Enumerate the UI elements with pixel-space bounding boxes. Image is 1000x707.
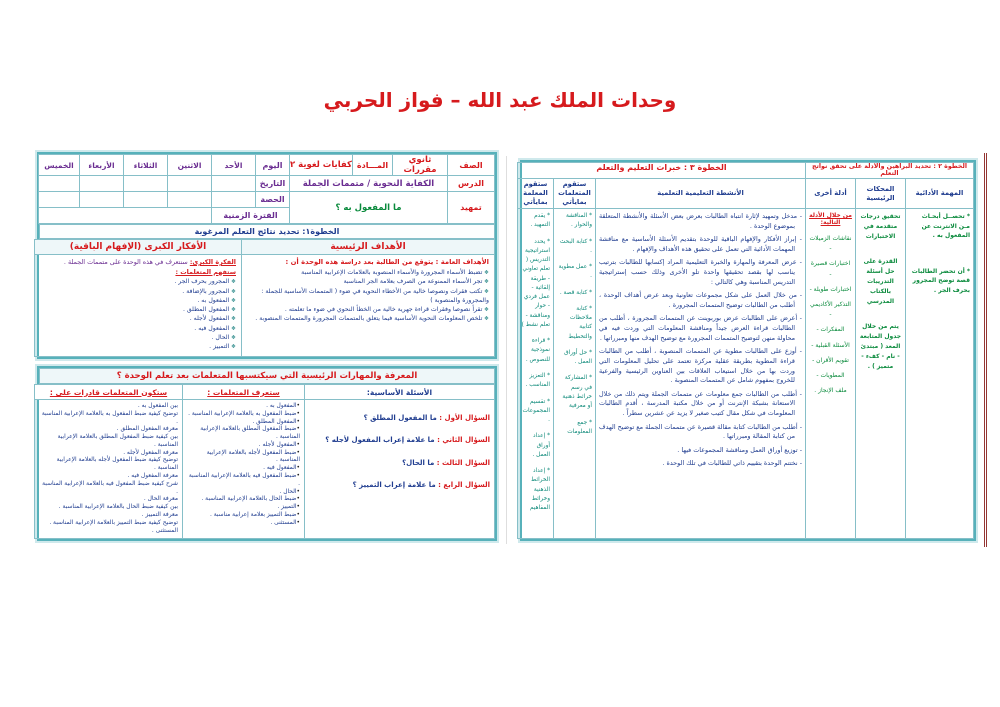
- will-know-header: ستعرف المتعلمات :: [183, 385, 305, 400]
- list-item: ❖ تجر الأسماء الممنوعة من الصرف بعلامة الجر المناسبة: [247, 277, 489, 286]
- list-item: • ضبط الحال بالعلامة الإعرابية المناسبة .: [187, 496, 300, 504]
- performance-task-header: المهمة الأدائية: [906, 179, 974, 209]
- time-period-cell-empty: [39, 208, 212, 224]
- time-period-label: الفترة الزمنية: [212, 208, 290, 224]
- lesson-value: الكفاية النحوية / متممات الجملة: [290, 176, 448, 192]
- list-item: معرفة المفعول المطلق .: [116, 426, 178, 433]
- list-item: * كتابة ملاحظات كتابية والتخطيط: [557, 305, 592, 342]
- list-item: * إعداد أوراق العمل .: [521, 432, 550, 460]
- page-gap-divider: [506, 156, 507, 544]
- list-item: ملف الإنجاز .: [814, 387, 847, 395]
- list-item: * جمع المعلومات: [557, 419, 592, 438]
- list-item: * أن تحضر الطالبات قصة توضح المجرور بحرف الجر .: [909, 267, 970, 296]
- list-item: ❖ المفعول لأجله .: [40, 314, 236, 323]
- list-item: • التمييز .: [187, 504, 300, 512]
- date-cell-empty: [212, 176, 256, 192]
- performance-task-cell: [906, 209, 974, 539]
- list-item: - أطلب من الطالبات كتابة مقالة قصيرة عن متممات الجملة مع توضيح الهدف من كتابة المقالة ومبرراتها .: [599, 423, 802, 442]
- period-cell-empty: [168, 192, 212, 208]
- list-item: - عرض المعرفة والمهارة والخبرة التعليمية المراد إكسابها للطالبات بترتيب يناسب لها بقصد تحقيقها واحدة تلو الأخرى وذلك حسب إستراتيجية التدريس المناسبة وهي كالتالي :: [599, 258, 802, 287]
- steps-table: [517, 162, 974, 539]
- left-page-top-block: [37, 152, 497, 359]
- subject-label: المـــادة: [353, 155, 393, 176]
- list-item: توضيح كيفية ضبط التمييز بالعلامة الإعرابية المناسبة .: [49, 519, 178, 526]
- teacher-do-list: [521, 212, 550, 513]
- list-item: * التعزيز المناسب .: [521, 372, 550, 391]
- step2-title: الخطوة ٢ : تحديد البراهين والأدلة على تحقق نواتج التعلم: [806, 163, 974, 179]
- list-item: - إبراز الأفكار والإفهام الباقية للوحدة بتقديم الأسئلة الأساسية مع مناقشة المهمات الأدائية التي تعمل على تحقيق هذه الأهداف والإفهام .: [599, 235, 802, 254]
- class-label: الصف: [448, 155, 495, 176]
- list-item: اختبارات طويلة -: [809, 285, 852, 293]
- list-item: ❖ المجرور بالإضافة .: [40, 287, 236, 296]
- list-item: ❖ تضبط الأسماء المجرورة والأسماء المنصوبة بالعلامات الإعرابية المناسبة: [247, 268, 489, 277]
- list-item: يتم من خلال جدول المتابعة المعد ( مبتدئ - نام - كفء - متميز ) .: [859, 322, 902, 371]
- learners-do-header: ستقوم المتعلمات بمايأتي: [554, 179, 596, 209]
- list-item: المطويات -: [816, 371, 845, 379]
- day-thursday: الخميس: [39, 155, 80, 176]
- objectives-table: [34, 239, 495, 357]
- list-item: - أوزع على الطالبات مطوية عن المتممات المنصوبة ، أطلب من الطالبات قراءة المطوية بطريقة عقلية مركزة تعتمد على تحليل المعلومات التي وردت بها من خلال استيعاب العلاقات بين العناوين الرئيسية والفرعية للخروج بمفهوم شامل عن المتممات المنصوبة .: [599, 347, 802, 385]
- list-item: المستثنى .: [151, 527, 178, 534]
- list-item: • ضبط المفعول فيه بالعلامة الإعرابية المناسبة .: [187, 473, 300, 489]
- big-idea-text: سنتعرف في هذه الوحدة على متممات الجملة .: [63, 258, 188, 266]
- learners-do-cell: [554, 209, 596, 539]
- other-evidence-label: من خلال الأدلة التالية:: [809, 212, 852, 226]
- class-value: ثانوي مقررات: [393, 155, 448, 176]
- list-item: • ضبط المفعول لأجله بالعلامة الإعرابية المناسبة .: [187, 450, 300, 466]
- main-criteria-cell: [856, 209, 906, 539]
- essential-questions-cell: [305, 400, 495, 539]
- list-item: * حل أوراق العمل .: [557, 349, 592, 368]
- knowledge-section-title: المعرفة والمهارات الرئيسية التي سيكتسبها المتعلمات بعد تعلم الوحدة ؟: [39, 368, 495, 384]
- list-item: الأسئلة القبلية -: [811, 341, 850, 349]
- general-goals-intro: الأهداف العامة : يتوقع من الطالبة بعد دراسة هذه الوحدة أن :: [285, 258, 489, 266]
- activities-cell: [596, 209, 806, 539]
- day-tuesday: الثلاثاء: [124, 155, 168, 176]
- list-item: • ضبط المفعول المطلق بالعلامة الإعرابية المناسبة .: [187, 426, 300, 442]
- list-item: * المشاركة في رسم خرائط ذهنية أو معرفية: [557, 374, 592, 411]
- period-cell-empty: [212, 192, 256, 208]
- step1-title: الخطوة١: تحديد نتائج التعلم المرغوبة: [39, 224, 495, 239]
- list-item: • المفعول فيه .: [187, 465, 300, 473]
- list-item: ❖ تقرأ نصوصا وفقرات قراءة جهرية خالية من الخطأ النحوي في ضوء ما تعلمته .: [247, 305, 489, 314]
- list-item: ❖ المفعول فيه .: [40, 324, 236, 333]
- list-item: التذكير الأكاديمي -: [810, 300, 851, 319]
- list-item: توضيح كيفية ضبط المفعول لأجله بالعلامة الإعرابية المناسبة .: [56, 457, 178, 472]
- question-3: السؤال الثالث : ما الحال؟: [402, 458, 490, 467]
- list-item: اختبارات قصيرة -: [810, 260, 851, 278]
- list-item: - من خلال العمل على شكل مجموعات تعاونية وبعد عرض أهداف الوحدة ، أطلب من الطالبات توضيح المتممات المجرورة .: [599, 291, 802, 310]
- list-item: • الحال .: [187, 489, 300, 497]
- intro-label: تمهيد: [448, 192, 495, 224]
- list-item: * تقسيم المجموعات .: [521, 398, 550, 426]
- will-know-list: [187, 403, 300, 528]
- date-cell-empty: [124, 176, 168, 192]
- list-item: - نختتم الوحدة بتقييم ذاتي للطالبات في تلك الوحدة .: [599, 459, 802, 469]
- teacher-do-header: ستقوم المعلمة بمايأتي: [517, 179, 553, 209]
- understand-label: ستفهم المتعلمات :: [175, 267, 236, 276]
- subject-value: كفايات لغوية ٢: [290, 155, 353, 176]
- activities-header: الأنشطة التعليمية التعلمية: [596, 179, 806, 209]
- teacher-do-cell: [517, 209, 553, 539]
- page-title: وحدات الملك عبد الله – فواز الحربي: [323, 88, 677, 112]
- list-item: * إعداد الخرائط الذهنية وخرائط المفاهيم: [521, 467, 550, 513]
- will-be-able-cell: [35, 400, 183, 539]
- other-evidence-cell: [806, 209, 856, 539]
- question-4: السؤال الرابع : ما علامة إعراب التمييز ؟: [352, 481, 490, 490]
- list-item: - أعرض على الطالبات عرض بوربوينت عن المتممات المجرورة ، أطلب من الطالبات قراءة العرض جيداً ومناقشة المعلومات التي وردت فيه في محاولة منهن لتوضيح المتممات المجرورة مع توضيح الهدف منها ومبرراتها .: [599, 314, 802, 343]
- list-item: - مدخل وتمهيد لإثارة انتباه الطالبات بعرض بعض الأسئلة والأنشطة المتعلقة بموضوع الوحدة .: [599, 212, 802, 231]
- list-item: معرفة التمييز .: [141, 511, 178, 518]
- list-item: * المناقشة والحوار .: [557, 212, 592, 231]
- list-item: بين المفعول به .: [137, 403, 178, 409]
- list-item: * كتابة البحث .: [557, 238, 592, 257]
- list-item: ❖ تكتب فقرات ونصوصا خالية من الأخطاء النحوية في ضوء ( المتممات الأساسية للجملة : والمجرورة والمنصوبة ): [247, 287, 489, 306]
- list-item: ❖ المجرور بحرف الجر .: [40, 277, 236, 286]
- list-item: تقويم الأقران -: [812, 356, 849, 364]
- will-be-able-list: [39, 403, 178, 535]
- list-item: المفكرات -: [816, 326, 845, 334]
- list-item: معرفة المفعول لأجله .: [123, 449, 178, 456]
- day-wednesday: الأربعاء: [80, 155, 124, 176]
- knowledge-table: [34, 384, 495, 539]
- list-item: ❖ تلخص المعلومات النحوية الأساسية فيما يتعلق بالمتممات المجرورة والمتممات المنصوبة .: [247, 314, 489, 323]
- activities-list: [599, 212, 802, 469]
- date-cell-empty: [168, 176, 212, 192]
- lesson-label: الدرس: [448, 176, 495, 192]
- performance-task-list: [909, 212, 970, 296]
- will-know-cell: [183, 400, 305, 539]
- page-margin-line: [984, 153, 987, 547]
- list-item: - توزيع أوراق العمل ومناقشة المجموعات فيها .: [599, 446, 802, 456]
- main-criteria-list: [859, 212, 902, 372]
- list-item: * يقدم التمهيد .: [521, 212, 550, 231]
- list-item: معرفة المفعول فيه .: [127, 473, 178, 480]
- list-item: ❖ المفعول به .: [40, 296, 236, 305]
- list-item: توضيح كيفية ضبط المفعول به بالعلامة الإعرابية المناسبة .: [41, 410, 178, 425]
- list-item: ❖ التمييز .: [40, 342, 236, 351]
- day-label: اليوم: [256, 155, 290, 176]
- intro-value: ما المفعول به ؟: [290, 192, 448, 224]
- other-evidence-header: أدلة أخرى: [806, 179, 856, 209]
- left-page-knowledge-block: [37, 366, 497, 541]
- date-cell-empty: [39, 176, 80, 192]
- list-item: • المستثنى .: [187, 520, 300, 528]
- period-cell-empty: [124, 192, 168, 208]
- big-ideas-header: الأفكار الكبرى (الإفهام الباقية): [35, 240, 242, 255]
- list-item: • المفعول به .: [187, 403, 300, 411]
- list-item: * تحصــل أبحـاث مـن الانترنت عن المفعول به .: [909, 212, 970, 241]
- list-item: نقاشات الزميلات -: [809, 235, 852, 253]
- list-item: * كتابة قصة .: [557, 289, 592, 298]
- list-item: شرح كيفية ضبط المفعول فيه بالعلامة الإعرابية المناسبة .: [42, 480, 178, 495]
- list-item: * عمل مطوية .: [557, 263, 592, 282]
- question-1: السؤال الأول : ما المفعول المطلق ؟: [363, 414, 490, 422]
- right-page-block: [520, 160, 976, 541]
- date-label: التاريخ: [256, 176, 290, 192]
- general-goals-list: [247, 268, 489, 324]
- list-item: • المفعول لأجله .: [187, 442, 300, 450]
- list-item: معرفة الحال .: [143, 496, 178, 503]
- main-objectives-cell: [242, 255, 495, 357]
- list-item: تحقيق درجات متقدمة في الاختبارات: [860, 213, 901, 241]
- list-item: * قراءة نموذجية للنصوص .: [521, 337, 550, 365]
- question-2: السؤال الثاني : ما علامة إعراب المفعول لأجله ؟: [325, 436, 490, 445]
- date-cell-empty: [80, 176, 124, 192]
- understand-list: [40, 277, 236, 351]
- period-cell-empty: [80, 192, 124, 208]
- list-item: بين كيفية ضبط المفعول المطلق بالعلامة الإعرابية المناسبة .: [57, 434, 178, 448]
- period-cell-empty: [39, 192, 80, 208]
- learners-do-list: [557, 212, 592, 437]
- list-item: ❖ المفعول المطلق .: [40, 305, 236, 314]
- list-item: القدرة على حل أسئلة التدريبات بالكتاب المدرسي: [863, 257, 898, 306]
- list-item: • ضبط التمييز بعلامة إعرابية مناسبة .: [187, 512, 300, 520]
- main-criteria-header: المحكات الرئيسية: [856, 179, 906, 209]
- big-ideas-cell: [35, 255, 242, 357]
- list-item: ❖ الحال .: [40, 333, 236, 342]
- class-info-table: [38, 154, 495, 224]
- will-be-able-header: ستكون المتعلمات قادرات على :: [35, 385, 183, 400]
- essential-questions-header: الأسئلة الأساسية:: [305, 385, 495, 400]
- list-item: بين كيفية ضبط الحال بالعلامة الإعرابية المناسبة .: [58, 504, 178, 511]
- list-item: * يحدد استراتيجية التدريس ( تعلم تعاوني - طريقة إلقائية - عمل فردي - حوار ومناقشة - تعلم نشط ): [521, 238, 550, 331]
- step3-title: الخطوة ٣ : خبرات التعليم والتعلم: [517, 163, 805, 179]
- main-objectives-header: الأهداف الرئيسية: [242, 240, 495, 255]
- big-idea-line: [40, 258, 236, 268]
- list-item: • المفعول المطلق .: [187, 419, 300, 427]
- big-idea-label: الفكرة الكبرى:: [189, 258, 236, 266]
- period-label: الحصة: [256, 192, 290, 208]
- list-item: • ضبط المفعول به بالعلامة الإعرابية المناسبة .: [187, 411, 300, 419]
- day-monday: الاثنين: [168, 155, 212, 176]
- other-evidence-list: [809, 234, 852, 396]
- list-item: - أطلب من الطالبات جمع معلومات عن متممات الجملة ويتم ذلك من خلال الاستعانة بشبكة الإنترنت أو من خلال مكتبة المدرسة ، أقدم الطالبات المعلومات في شكل مقال كتيب صغير لا يزيد عن عشرين سطراً .: [599, 390, 802, 419]
- day-sunday: الأحد: [212, 155, 256, 176]
